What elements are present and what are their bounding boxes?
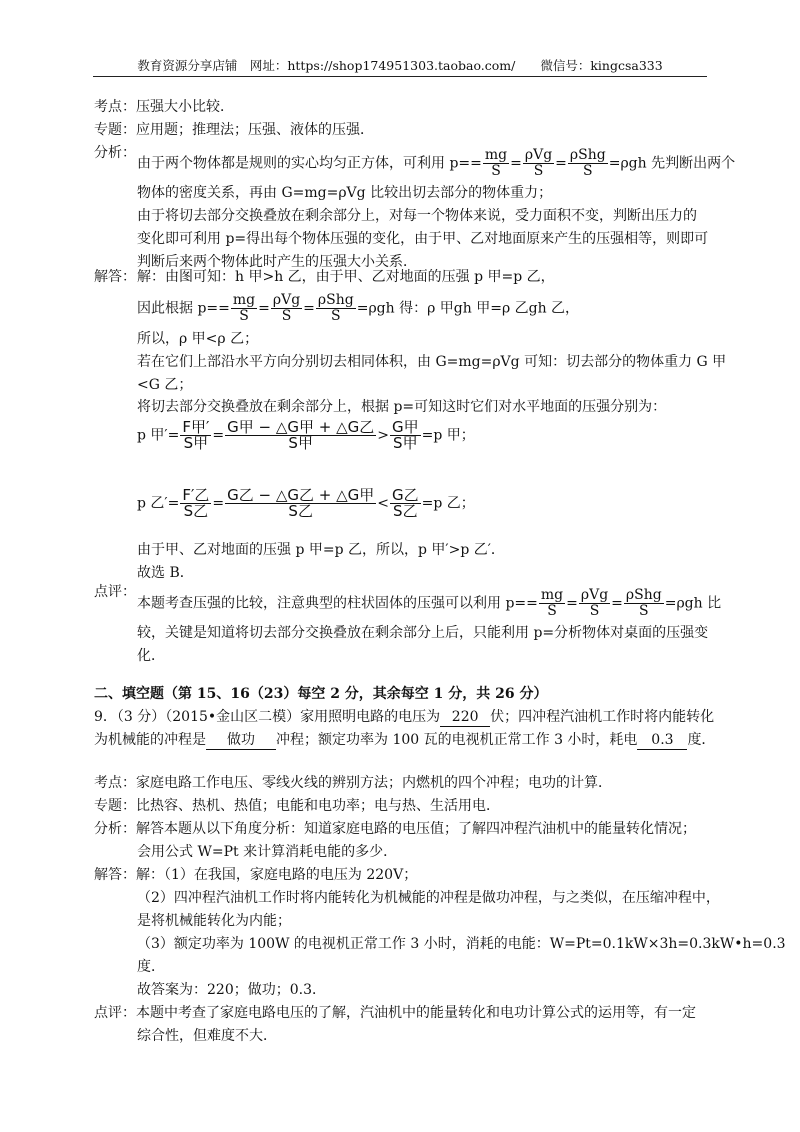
fenxi-label: 分析： <box>94 145 136 161</box>
fraction: $\frac{\text{F′乙}}{\text{S乙}}$ <box>182 486 210 520</box>
answer-blank: 0.3 <box>637 731 687 750</box>
jieda-line: 度． <box>137 959 165 975</box>
fraction: $\frac{\text{G乙}}{\text{S乙}}$ <box>392 486 419 520</box>
jieda-line: （3）额定功率为 100W 的电视机正常工作 3 小时，消耗的电能：W=Pt=0.1kW×3h=0.3kW•h=0.3 <box>137 936 786 952</box>
question-stem: 为机械能的冲程是 做功 冲程；额定功率为 100 瓦的电视机正常工作 3 小时，耗电 0.3 度． <box>94 732 716 748</box>
dianping-row: 点评：本题中考查了家庭电路电压的了解，汽油机中的能量转化和电功计算公式的运用等，有一定 <box>94 1005 696 1021</box>
jieda-label: 解答： <box>94 269 136 285</box>
fraction: $\frac{\text{ρVg}}{S}$ <box>272 292 301 324</box>
fenxi-line: 物体的密度关系，再由 G=mg=ρVg 比较出切去部分的物体重力； <box>137 185 553 201</box>
fraction: $\frac{\text{ρVg}}{S}$ <box>580 587 609 619</box>
fenxi-row: 分析：解答本题从以下角度分析：知道家庭电路的电压值；了解四冲程汽油机中的能量转化情况； <box>94 821 696 837</box>
jieda-formula-line: 因此根据 p== $\frac{mg}{S}$ = $\frac{\text{ρVg}}{S}$ = $\frac{\text{ρShg}}{S}$ =ρgh 得：ρ 甲gh 甲=ρ 乙gh 乙， <box>137 292 580 324</box>
fraction: $\frac{mg}{S}$ <box>484 147 508 179</box>
jieda-line: 是将机械能转化为内能； <box>137 913 291 929</box>
fenxi-line: 会用公式 W=Pt 来计算消耗电能的多少． <box>137 844 398 860</box>
answer-blank: 220 <box>440 708 490 727</box>
section-title: 二、填空题（第 15、16（23）每空 2 分，其余每空 1 分，共 26 分） <box>94 686 548 702</box>
dianping-line: 化． <box>137 648 165 664</box>
jieda-line: 解：由图可知：h 甲>h 乙，由于甲、乙对地面的压强 p 甲=p 乙， <box>137 269 555 285</box>
jieda-line: 若在它们上部沿水平方向分别切去相同体积，由 G=mg=ρVg 可知：切去部分的物体重力 G 甲 <box>137 354 727 370</box>
jieda-line: 将切去部分交换叠放在剩余部分上，根据 p=可知这时它们对水平地面的压强分别为： <box>137 399 667 415</box>
dianping-line: 综合性，但难度不大． <box>137 1028 277 1044</box>
fraction: $\frac{\text{G乙 − △G乙 + △G甲}}{\text{S乙}}$ <box>227 486 375 520</box>
fenxi-line: 由于将切去部分交换叠放在剩余部分上，对每一个物体来说，受力面积不变，判断出压力的 <box>137 208 697 224</box>
zhuanti-row: 专题：比热容、热机、热值；电能和电功率；电与热、生活用电． <box>94 798 500 814</box>
fraction: $\frac{\text{G甲 − △G甲 + △G乙}}{\text{S甲}}$ <box>227 418 375 452</box>
zhuanti-row: 专题：应用题；推理法；压强、液体的压强． <box>94 122 374 138</box>
jieda-line: （2）四冲程汽油机工作时将内能转化为机械能的冲程是做功冲程，与之类似，在压缩冲程中， <box>137 890 720 906</box>
page-header: 教育资源分享店铺 网址：https://shop174951303.taobao.com/ 微信号：kingcsa333 <box>137 58 663 73</box>
fenxi-line: 判断后来两个物体此时产生的压强大小关系． <box>137 254 417 270</box>
equation-p-yi: p 乙′= $\frac{\text{F′乙}}{\text{S乙}}$ = $\frac{\text{G乙 − △G乙 + △G甲}}{\text{S乙}}$ < $\frac{\text{G乙}}{\text{S乙}}$ =p 乙； <box>137 486 475 520</box>
fenxi-line: 变化即可利用 p=得出每个物体压强的变化，由于甲、乙对地面原来产生的压强相等，则即可 <box>137 231 709 247</box>
fraction: $\frac{\text{F甲′}}{\text{S甲}}$ <box>182 418 210 452</box>
fraction: $\frac{mg}{S}$ <box>540 587 564 619</box>
kaodian-row: 考点：家庭电路工作电压、零线火线的辨别方法；内燃机的四个冲程；电功的计算． <box>94 775 612 791</box>
dianping-line: 较，关键是知道将切去部分交换叠放在剩余部分上后，只能利用 p=分析物体对桌面的压强变 <box>137 625 709 641</box>
jieda-line: 由于甲、乙对地面的压强 p 甲=p 乙，所以，p 甲′>p 乙′． <box>137 542 505 558</box>
jieda-line: 故答案为：220；做功；0.3． <box>137 982 326 998</box>
equation-p-jia: p 甲′= $\frac{\text{F甲′}}{\text{S甲}}$ = $\frac{\text{G甲 − △G甲 + △G乙}}{\text{S甲}}$ > $\frac{\text{G甲}}{\text{S甲}}$ =p 甲； <box>137 418 475 452</box>
dianping-formula-line: 本题考查压强的比较，注意典型的柱状固体的压强可以利用 p== $\frac{mg}{S}$ = $\frac{\text{ρVg}}{S}$ = $\frac{\text{ρShg}}{S}$ =ρgh 比 <box>137 587 722 619</box>
kaodian-row: 考点：压强大小比较． <box>94 99 234 115</box>
answer-blank: 做功 <box>206 731 276 750</box>
question-stem: 9．（3 分）（2015•金山区二模）家用照明电路的电压为 220 伏；四冲程汽油机工作时将内能转化 <box>94 709 715 725</box>
fenxi-formula-line: 由于两个物体都是规则的实心均匀正方体，可利用 p== $\frac{mg}{S}$ = $\frac{\text{ρVg}}{S}$ = $\frac{\text{ρShg}}{S}$ =ρgh 先判断出两个 <box>137 147 736 179</box>
fraction: $\frac{\text{G甲}}{\text{S甲}}$ <box>392 418 419 452</box>
jieda-line: 故选 B． <box>137 565 194 581</box>
fraction: $\frac{mg}{S}$ <box>232 292 256 324</box>
fraction: $\frac{\text{ρShg}}{S}$ <box>625 587 662 619</box>
fraction: $\frac{\text{ρShg}}{S}$ <box>317 292 354 324</box>
jieda-line: <G 乙； <box>137 377 193 393</box>
dianping-label: 点评： <box>94 584 136 600</box>
jieda-row: 解答：解：（1）在我国，家庭电路的电压为 220V； <box>94 867 418 883</box>
header-rule <box>93 76 707 77</box>
fraction: $\frac{\text{ρShg}}{S}$ <box>569 147 606 179</box>
jieda-line: 所以，ρ 甲<ρ 乙； <box>137 331 259 347</box>
fraction: $\frac{\text{ρVg}}{S}$ <box>524 147 553 179</box>
